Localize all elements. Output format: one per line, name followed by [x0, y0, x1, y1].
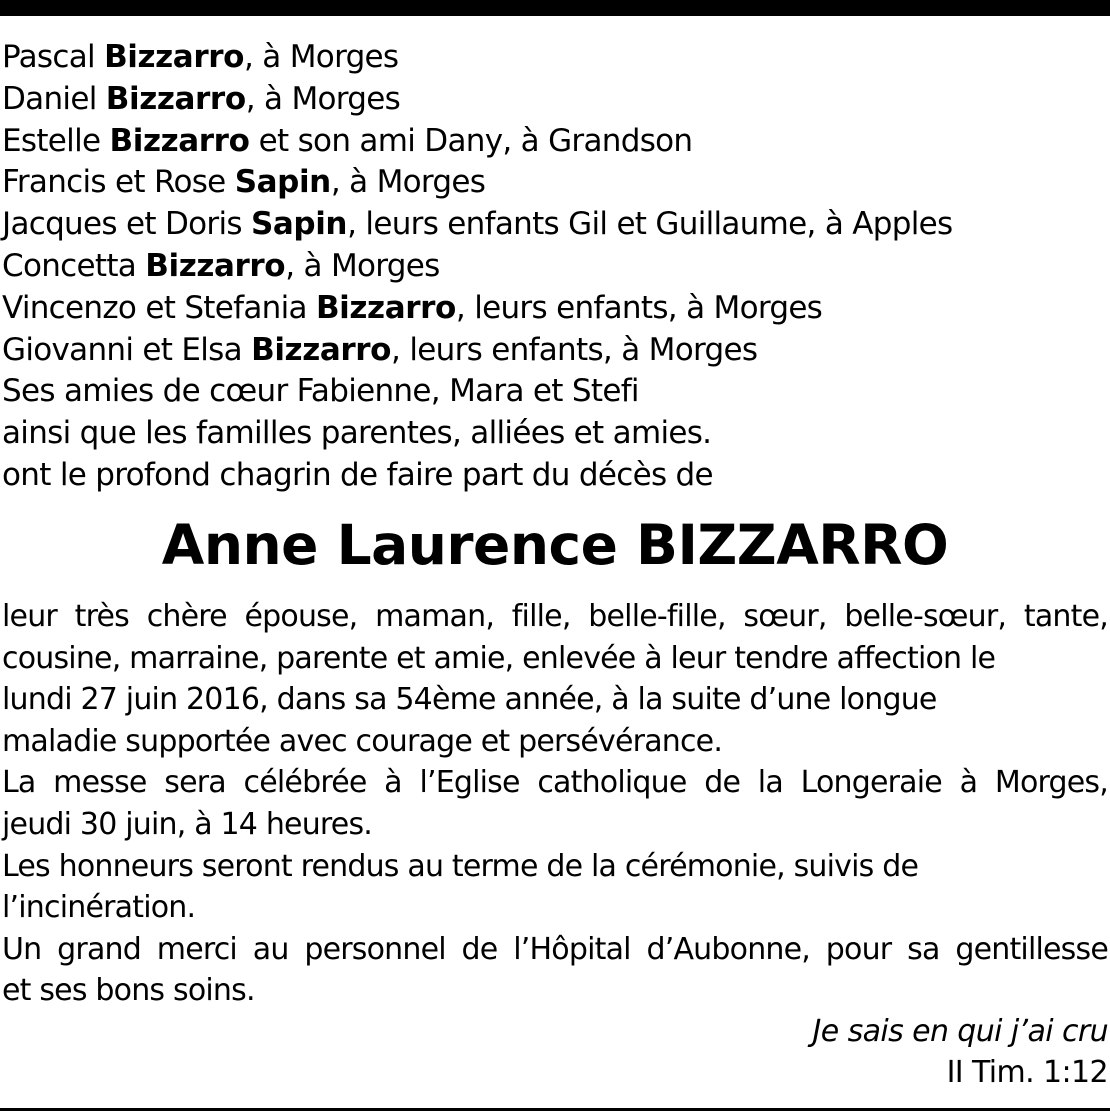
family-line-9: Ses amies de cœur Fabienne, Mara et Stefi: [2, 373, 639, 410]
family-surname: Sapin: [234, 164, 331, 201]
body-line: l’incinération.: [2, 890, 196, 926]
verse-reference: II Tim. 1:12: [946, 1055, 1108, 1090]
family-list: [2, 37, 1102, 497]
deceased-name: Anne Laurence BIZZARRO: [161, 513, 949, 577]
family-line-3: Estelle Bizzarro et son ami Dany, à Grandson: [2, 122, 693, 159]
family-line-10: ainsi que les familles parentes, alliées et amies.: [2, 415, 712, 452]
family-surname: Sapin: [250, 206, 348, 243]
family-line-4: Francis et Rose Sapin, à Morges: [2, 164, 486, 201]
body-line: cousine, marraine, parente et amie, enlevée à leur tendre affection le: [2, 640, 996, 676]
body-line: La messe sera célébrée à l’Eglise catholique de la Longeraie à Morges,: [2, 765, 1108, 801]
family-surname: Bizzarro: [251, 331, 392, 368]
bible-verse: [813, 1011, 1108, 1093]
family-surname: Bizzarro: [105, 80, 246, 117]
obituary-text: [2, 596, 1108, 1012]
family-surname: Bizzarro: [104, 39, 244, 75]
body-line: Les honneurs seront rendus au terme de la cérémonie, suivis de: [2, 848, 919, 884]
family-line-8: Giovanni et Elsa Bizzarro, leurs enfants, à Morges: [2, 331, 758, 368]
family-line-6: Concetta Bizzarro, à Morges: [2, 247, 440, 284]
body-line: jeudi 30 juin, à 14 heures.: [2, 806, 373, 842]
family-surname: Bizzarro: [315, 289, 456, 326]
announcement-intro: ont le profond chagrin de faire part du décès de: [2, 456, 713, 493]
family-surname: Bizzarro: [145, 247, 286, 284]
top-rule: [0, 0, 1110, 16]
verse-text: Je sais en qui j’ai cru: [812, 1014, 1108, 1049]
family-line-1: Pascal Bizzarro, à Morges: [2, 39, 399, 75]
body-line: Un grand merci au personnel de l’Hôpital d’Aubonne, pour sa gentillesse: [2, 931, 1108, 967]
body-line: et ses bons soins.: [2, 973, 255, 1009]
body-line: lundi 27 juin 2016, dans sa 54ème année, à la suite d’une longue: [2, 682, 937, 718]
family-line-5: Jacques et Doris Sapin, leurs enfants Gil et Guillaume, à Apples: [2, 206, 953, 243]
family-surname: Bizzarro: [109, 122, 250, 159]
body-line: maladie supportée avec courage et persévérance.: [2, 723, 723, 759]
body-line: leur très chère épouse, maman, fille, belle-fille, sœur, belle-sœur, tante,: [2, 599, 1108, 634]
family-line-2: Daniel Bizzarro, à Morges: [2, 80, 401, 117]
family-line-7: Vincenzo et Stefania Bizzarro, leurs enfants, à Morges: [2, 289, 823, 326]
